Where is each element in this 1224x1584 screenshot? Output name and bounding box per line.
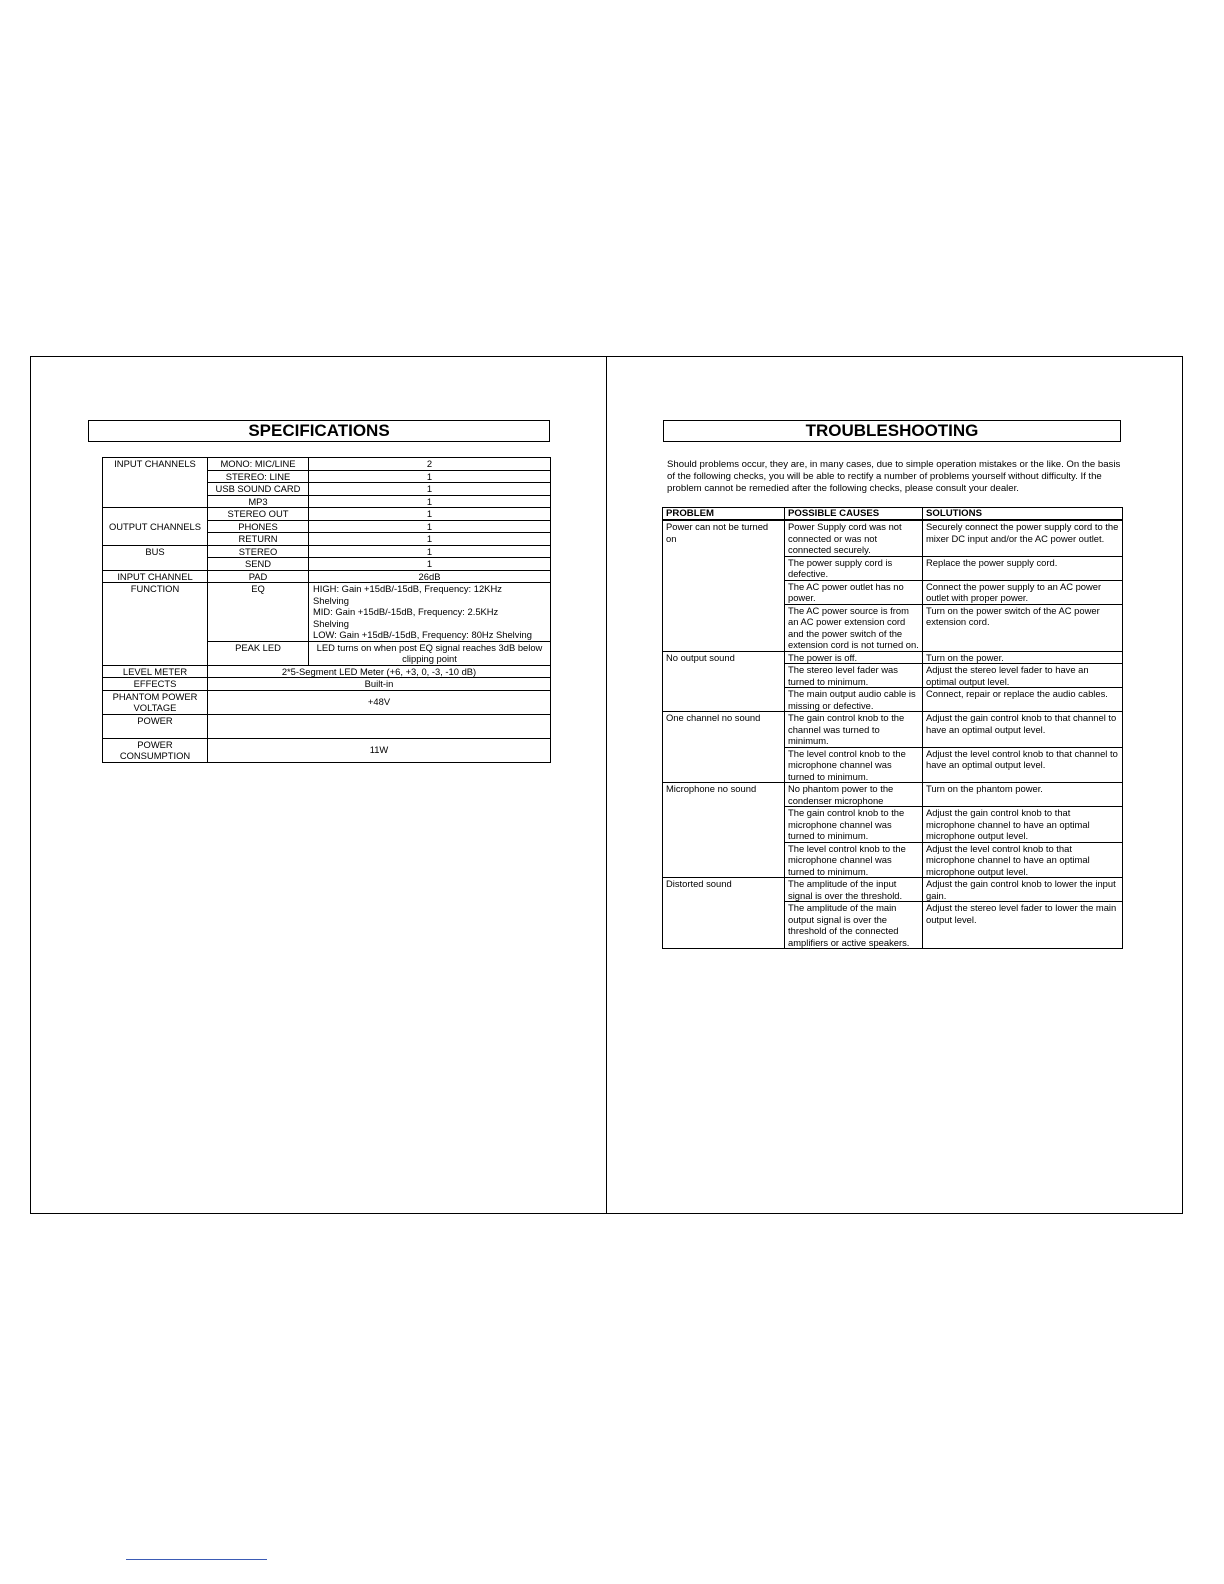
spec-category: OUTPUT CHANNELS	[103, 508, 208, 546]
spec-category: POWER CONSUMPTION	[103, 738, 208, 762]
header-causes: POSSIBLE CAUSES	[785, 508, 923, 521]
cause-cell: The gain control knob to the microphone channel was turned to minimum.	[785, 807, 923, 843]
spec-item: PAD	[208, 570, 309, 583]
spec-item: STEREO: LINE	[208, 470, 309, 483]
specifications-heading: SPECIFICATIONS	[88, 420, 550, 442]
table-row	[103, 570, 551, 583]
cause-cell: The level control knob to the microphone channel was turned to minimum.	[785, 747, 923, 783]
solution-cell: Turn on the power.	[923, 651, 1123, 664]
eq-line: Shelving	[313, 617, 349, 629]
cause-cell: Power Supply cord was not connected or was not connected securely.	[785, 520, 923, 556]
troubleshooting-intro: Should problems occur, they are, in many cases, due to simple operation mistakes or the like. On the basis of the following checks, you will be able to rectify a number of problems yourself without difficulty. If the problem cannot be remedied after the following checks, please consult your dealer.	[667, 459, 1121, 494]
spec-category: BUS	[103, 545, 208, 570]
cause-cell: The stereo level fader was turned to minimum.	[785, 664, 923, 688]
solution-cell: Adjust the gain control knob to lower the input gain.	[923, 878, 1123, 902]
spec-item: USB SOUND CARD	[208, 483, 309, 496]
table-row	[103, 458, 551, 471]
spec-item: PEAK LED	[208, 641, 309, 665]
table-row	[103, 714, 551, 738]
spec-category: PHANTOM POWER VOLTAGE	[103, 690, 208, 714]
eq-line: MID: Gain +15dB/-15dB, Frequency: 2.5KHz	[313, 606, 499, 617]
solution-cell: Connect, repair or replace the audio cables.	[923, 688, 1123, 712]
table-header-row	[663, 508, 1123, 521]
solution-cell: Adjust the level control knob to that channel to have an optimal output level.	[923, 747, 1123, 783]
spec-category: LEVEL METER	[103, 665, 208, 678]
cause-cell: The amplitude of the input signal is over the threshold.	[785, 878, 923, 902]
page-divider	[606, 356, 607, 1214]
spec-value: 1	[309, 533, 551, 546]
cause-cell: The AC power outlet has no power.	[785, 580, 923, 604]
eq-line: LOW: Gain +15dB/-15dB, Frequency: 80Hz Shelving	[313, 629, 532, 640]
spec-value	[208, 714, 551, 738]
spec-value: 1	[309, 508, 551, 521]
table-row	[103, 583, 551, 642]
spec-item: SEND	[208, 558, 309, 571]
spec-item: PHONES	[208, 520, 309, 533]
spec-category: EFFECTS	[103, 678, 208, 691]
solution-cell: Adjust the gain control knob to that channel to have an optimal output level.	[923, 712, 1123, 748]
spec-category: POWER	[103, 714, 208, 738]
spec-item: EQ	[208, 583, 309, 642]
table-row	[103, 678, 551, 691]
header-solutions: SOLUTIONS	[923, 508, 1123, 521]
spec-value: 11W	[208, 738, 551, 762]
solution-cell: Adjust the stereo level fader to lower the main output level.	[923, 902, 1123, 949]
table-row	[663, 520, 1123, 556]
table-row	[103, 665, 551, 678]
spec-value: 1	[309, 495, 551, 508]
solution-cell: Adjust the stereo level fader to have an optimal output level.	[923, 664, 1123, 688]
solution-cell: Adjust the level control knob to that microphone channel to have an optimal microphone output level.	[923, 842, 1123, 878]
spec-category: INPUT CHANNEL	[103, 570, 208, 583]
cause-cell: No phantom power to the condenser microphone	[785, 783, 923, 807]
solution-cell: Connect the power supply to an AC power outlet with proper power.	[923, 580, 1123, 604]
spec-item: STEREO	[208, 545, 309, 558]
spec-category: INPUT CHANNELS	[103, 458, 208, 508]
specifications-table	[102, 457, 551, 763]
spec-item: MP3	[208, 495, 309, 508]
spec-value: 1	[309, 520, 551, 533]
table-row	[663, 878, 1123, 902]
problem-cell: One channel no sound	[663, 712, 785, 783]
cause-cell: The AC power source is from an AC power extension cord and the power switch of the extension cord is not turned on.	[785, 604, 923, 651]
spec-item: MONO: MIC/LINE	[208, 458, 309, 471]
problem-cell: Microphone no sound	[663, 783, 785, 878]
table-row	[103, 545, 551, 558]
cause-cell: The power supply cord is defective.	[785, 556, 923, 580]
table-row	[663, 651, 1123, 664]
table-row	[103, 508, 551, 521]
solution-cell: Turn on the phantom power.	[923, 783, 1123, 807]
eq-line: Shelving	[313, 594, 349, 606]
spec-value-eq	[309, 583, 551, 642]
spec-value: 1	[309, 558, 551, 571]
solution-cell: Adjust the gain control knob to that microphone channel to have an optimal microphone output level.	[923, 807, 1123, 843]
problem-cell: Distorted sound	[663, 878, 785, 949]
solution-cell: Securely connect the power supply cord to the mixer DC input and/or the AC power outlet.	[923, 520, 1123, 556]
problem-cell: No output sound	[663, 651, 785, 712]
table-row	[663, 712, 1123, 748]
spec-value: Built-in	[208, 678, 551, 691]
spec-item: STEREO OUT	[208, 508, 309, 521]
spec-value: 2*5-Segment LED Meter (+6, +3, 0, -3, -10 dB)	[208, 665, 551, 678]
spec-value: 1	[309, 483, 551, 496]
solution-cell: Turn on the power switch of the AC power extension cord.	[923, 604, 1123, 651]
problem-cell: Power can not be turned on	[663, 520, 785, 651]
cause-cell: The level control knob to the microphone channel was turned to minimum.	[785, 842, 923, 878]
cause-cell: The gain control knob to the channel was turned to minimum.	[785, 712, 923, 748]
spec-item: RETURN	[208, 533, 309, 546]
spec-value: 1	[309, 470, 551, 483]
eq-line: HIGH: Gain +15dB/-15dB, Frequency: 12KHz	[313, 583, 502, 594]
spec-category: FUNCTION	[103, 583, 208, 666]
spec-value: LED turns on when post EQ signal reaches 3dB below clipping point	[309, 641, 551, 665]
cause-cell: The main output audio cable is missing or defective.	[785, 688, 923, 712]
cause-cell: The power is off.	[785, 651, 923, 664]
footer-link-underline	[126, 1559, 267, 1560]
troubleshooting-heading: TROUBLESHOOTING	[663, 420, 1121, 442]
table-row	[663, 783, 1123, 807]
spec-value: 1	[309, 545, 551, 558]
spec-value: 26dB	[309, 570, 551, 583]
cause-cell: The amplitude of the main output signal is over the threshold of the connected amplifiers or active speakers.	[785, 902, 923, 949]
spec-value: 2	[309, 458, 551, 471]
table-row	[103, 738, 551, 762]
troubleshooting-table	[662, 507, 1123, 949]
table-row	[103, 690, 551, 714]
solution-cell: Replace the power supply cord.	[923, 556, 1123, 580]
header-problem: PROBLEM	[663, 508, 785, 521]
spec-value: +48V	[208, 690, 551, 714]
